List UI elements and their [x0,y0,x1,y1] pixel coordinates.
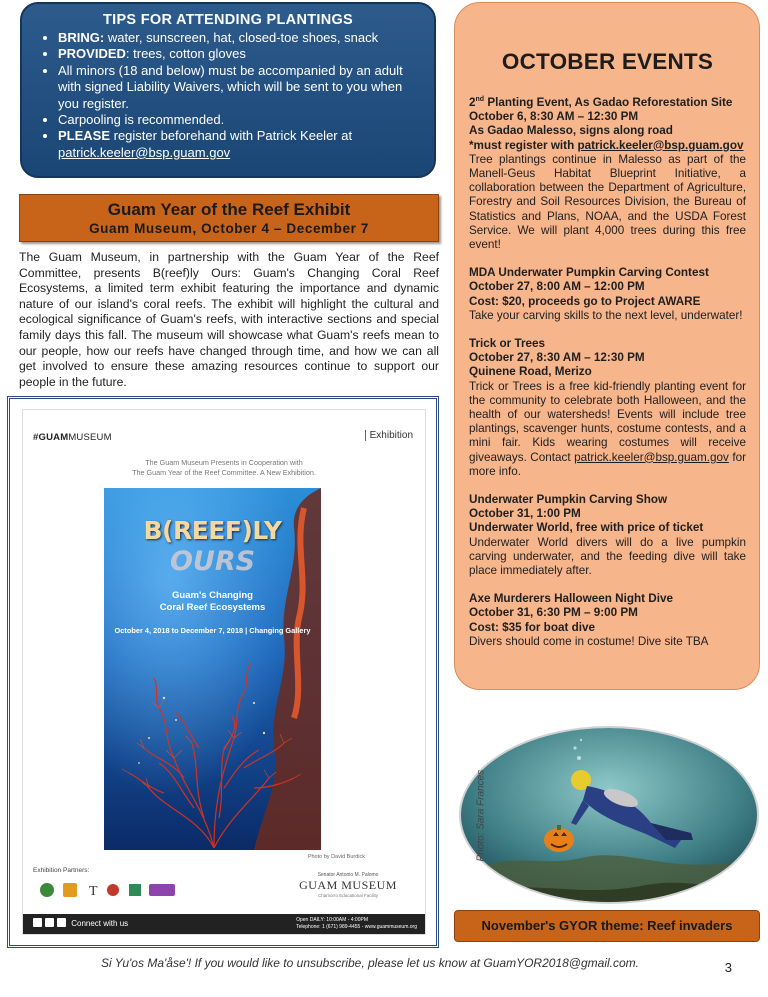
event-time: October 27, 8:00 AM – 12:00 PM [469,280,645,294]
poster-contact: Open DAILY: 10:00AM - 4:00PM Telephone: 1 (671) 989-4455 - www.guammuseum.org [296,917,417,930]
event-register: *must register with patrick.keeler@bsp.guam.gov [469,138,744,152]
partner-logos [37,880,227,900]
poster-dates: October 4, 2018 to December 7, 2018 | Changing Gallery [114,626,311,635]
tips-list [36,30,420,161]
event-cost: Cost: $20, proceeds go to Project AWARE [469,294,701,308]
partner-logo-3: T [89,884,98,899]
event-description: Divers should come in costume! Dive site TBA [469,634,709,648]
event-time: October 27, 8:30 AM – 12:30 PM [469,351,645,365]
tips-box [20,2,436,178]
event-mda-pumpkin [469,266,746,323]
event-name: Underwater Pumpkin Carving Show [469,492,668,506]
tips-title: TIPS FOR ATTENDING PLANTINGS [102,12,354,28]
event-location: Underwater World, free with price of ticket [469,521,704,535]
november-theme-banner: November's GYOR theme: Reef invaders [454,910,760,942]
exhibit-poster-frame [7,396,439,948]
poster-intro: The Guam Museum Presents in Cooperation with The Guam Year of the Reef Committee. A New Exhibition. [132,458,316,477]
event-cost: Cost: $35 for boat dive [469,620,595,634]
event-name: Axe Murderers Halloween Night Dive [469,592,673,606]
poster-social: Connect with us [33,918,128,928]
events-title: OCTOBER EVENTS [501,49,714,74]
poster-brand: #GUAMMUSEUM [33,432,112,443]
event-location: Quinene Road, Merizo [469,365,592,379]
event-trick-or-trees [469,337,746,479]
poster-partners-label: Exhibition Partners: [33,867,90,874]
tips-item-register: • PLEASE register beforehand with Patrick Keeler at patrick.keeler@bsp.guam.gov [58,128,420,161]
partner-logo-6 [149,884,175,896]
poster-title-line2: OURS [169,546,256,577]
event-location: As Gadao Malesso, signs along road [469,124,673,138]
reef-exhibit-banner [19,194,439,242]
page-number: 3 [724,960,732,975]
partner-logo-5 [129,884,141,896]
poster-tag: Exhibition [365,430,413,441]
page-footer: Si Yu'os Ma'åse'! If you would like to unsubscribe, please let us know at GuamYOR2018@gmail.com. [101,956,639,970]
event-description: Trick or Trees is a free kid-friendly planting event for the community to celebrate both Halloween, and the health of our watersheds! Events will include tree plantings, scavenger hunts, costume contests, and a mini fair. Kids wearing costumes will receive giveaways. Contact patrick.keeler@bsp.guam.gov for more info. [469,379,747,478]
event-time: October 31, 6:30 PM – 9:00 PM [469,606,638,620]
event-email-link[interactable]: patrick.keeler@bsp.guam.gov [577,138,744,152]
poster-photo-credit: Photo by David Burdick [307,854,365,860]
reef-exhibit-description: The Guam Museum, in partnership with the Guam Year of the Reef Committee, presents B(reef)ly Ours: Guam's Changing Coral Reef Ecosystems, a limited term exhibit featuring the importance and dynamic nature of our island's coral reefs. The exhibit will highlight the cultural and ecological significance of Guam's reefs, with interactive sections and special family days this fall. The museum will showcase what Guam's reefs mean to our people, how our reefs have changed through time, and how we can all get involved to ensure these amazing resources continue to support our people in the future. [19,250,439,389]
tips-item-carpool: • Carpooling is recommended. [58,112,420,128]
event-night-dive [469,592,746,649]
instagram-icon [45,918,54,927]
diver-illustration [461,728,757,902]
event-name: MDA Underwater Pumpkin Carving Contest [469,266,709,280]
partner-logo-4 [107,884,119,896]
photo-credit: Photo: Sara Frances [475,769,487,862]
tips-item-bring: • BRING: water, sunscreen, hat, closed-toe shoes, snack [58,30,420,46]
exhibit-poster [22,409,426,935]
tips-item-minors: • All minors (18 and below) must be accompanied by an adult with signed Liability Waivers, which will be sent to you when you register. [58,63,420,112]
guam-museum-logo: Senator Antonio M. Palomo GUAM MUSEUM Chamorro Educational Facility [299,872,397,898]
event-description: Take your carving skills to the next level, underwater! [469,308,743,322]
tips-item-provided: • PROVIDED: trees, cotton gloves [58,46,420,62]
event-time: October 6, 8:30 AM – 12:30 PM [469,110,639,124]
diver-photo [459,726,759,904]
event-description: Tree plantings continue in Malesso as part of the Manell-Geus Habitat Blueprint Initiative, a collaboration between the Department of Agriculture, Forestry and Soil Resources Division, the Bureau of Statistics and Plans, NOAA, and the USDA Forest Service. We will plant 4,000 trees during this free event! [469,152,746,251]
october-events-panel [454,2,760,690]
event-name: Trick or Trees [469,336,546,350]
event-name: 2nd Planting Event, As Gadao Reforestation Site [469,95,733,109]
event-planting [469,93,746,252]
event-email-link[interactable]: patrick.keeler@bsp.guam.gov [574,450,729,464]
poster-title-line1: B(REEF)LY [143,516,282,545]
event-description: Underwater World divers will do a live pumpkin carving underwater, and the feeding dive will take place immediately after. [469,535,746,577]
partner-logo-1 [40,883,54,897]
partner-logo-2 [63,883,77,897]
tips-email-link[interactable]: patrick.keeler@bsp.guam.gov [58,144,231,160]
poster-footer [23,914,425,934]
event-time: October 31, 1:00 PM [469,507,581,521]
reef-exhibit-title: Guam Year of the Reef Exhibit [107,200,351,219]
poster-reef-image [104,488,321,850]
reef-exhibit-subtitle: Guam Museum, October 4 – December 7 [89,221,369,236]
facebook-icon [33,918,42,927]
event-pumpkin-show [469,493,746,578]
twitter-icon [57,918,66,927]
poster-subtitle: Guam's Changing Coral Reef Ecosystems [159,590,266,613]
